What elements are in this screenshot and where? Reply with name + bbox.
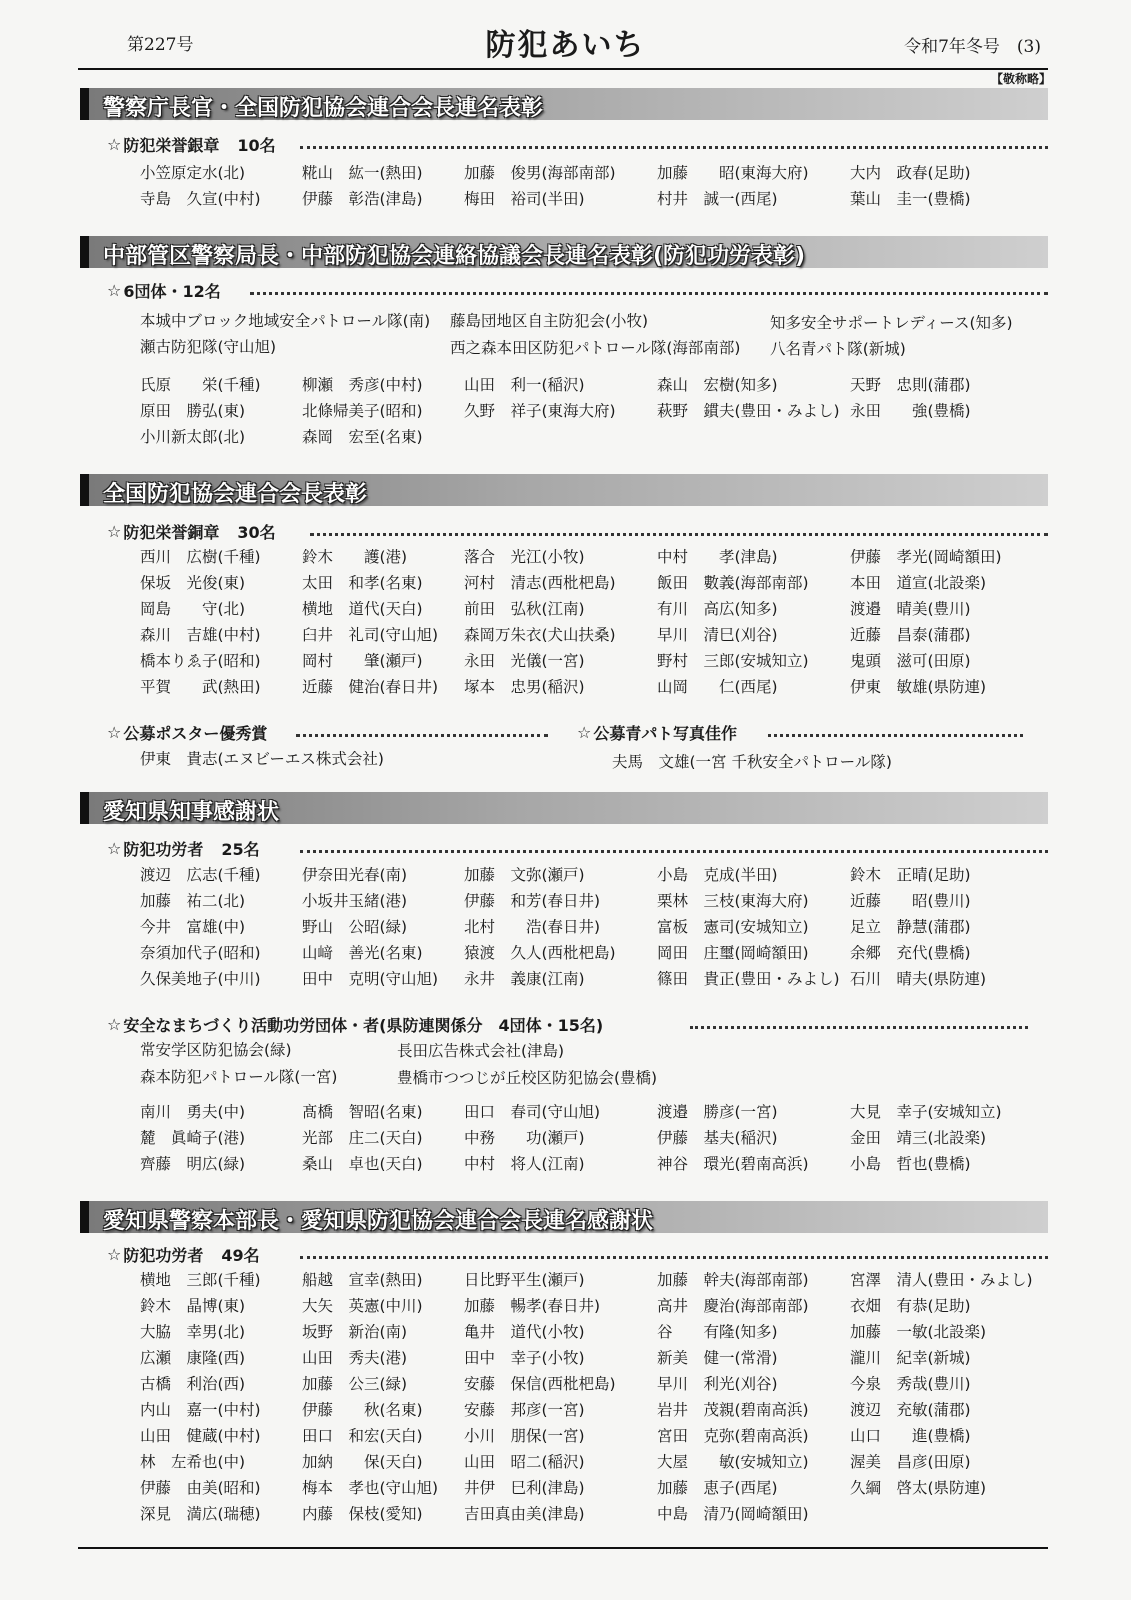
honoree-name: 西川 広樹(千種) xyxy=(140,548,261,566)
honoree-name: 永田 光儀(一宮) xyxy=(464,652,585,670)
honoree-name: 伊藤 由美(昭和) xyxy=(140,1479,261,1497)
honoree-name xyxy=(850,426,1046,448)
star-icon: ☆ xyxy=(577,722,592,742)
subsection-count: 30名 xyxy=(237,522,276,542)
honoree-name: 渡辺 広志(千種) xyxy=(140,866,261,884)
honoree-name: 深見 満広(瑞穂) xyxy=(140,1505,261,1523)
honoree-name: 宮田 克弥(碧南高浜) xyxy=(657,1427,809,1445)
honoree-name: 光部 庄二(天白) xyxy=(302,1129,423,1147)
honoree-name: 麓 眞崎子(港) xyxy=(140,1129,246,1147)
honoree-name: 鈴木 護(港) xyxy=(302,548,408,566)
honoree-name: 岩井 茂親(碧南高浜) xyxy=(657,1401,809,1419)
honoree-name: 小笠原定水(北) xyxy=(140,164,246,182)
dotted-leader xyxy=(768,734,1023,737)
subsection-name: 安全なまちづくり活動功労団体・者(県防連関係分 4団体・15名) xyxy=(123,1015,604,1035)
honoree-name: 萩野 鏆夫(豊田・みよし) xyxy=(657,402,840,420)
name-list xyxy=(140,864,1046,990)
honoree-name: 伊藤 彰浩(津島) xyxy=(302,190,423,208)
bottom-rule xyxy=(78,1547,1048,1549)
honoree-name: 山口 進(豊橋) xyxy=(850,1427,971,1445)
honoree-name: 落合 光江(小牧) xyxy=(464,548,585,566)
honoree-name: 林 左希也(中) xyxy=(140,1453,246,1471)
honoree-name: 加藤 一敏(北設楽) xyxy=(850,1323,987,1341)
honoree-name: 永田 強(豊橋) xyxy=(850,402,971,420)
honoree-name: 新美 健一(常滑) xyxy=(657,1349,778,1367)
issue-date: 令和7年冬号 (3) xyxy=(904,37,1041,57)
honoree-name: 早川 清巳(刈谷) xyxy=(657,626,778,644)
honoree-name: 橋本りゑ子(昭和) xyxy=(140,652,261,670)
honoree-name: 安藤 邦彦(一宮) xyxy=(464,1401,585,1419)
honoree-name: 有川 高広(知多) xyxy=(657,600,778,618)
dotted-leader xyxy=(250,292,1048,295)
honoree-name: 宮澤 清人(豊田・みよし) xyxy=(850,1271,1033,1289)
honoree-name: 山田 昭二(稲沢) xyxy=(464,1453,585,1471)
honoree-name: 久保美地子(中川) xyxy=(140,970,261,988)
honoree-name: 井伊 巳利(津島) xyxy=(464,1479,585,1497)
honoree-name: 田中 克明(守山旭) xyxy=(302,970,439,988)
honoree-name: 野山 公昭(緑) xyxy=(302,918,408,936)
honoree-name: 奈須加代子(昭和) xyxy=(140,944,261,962)
honoree-name: 加藤 幹夫(海部南部) xyxy=(657,1271,809,1289)
honoree-name: 田口 春司(守山旭) xyxy=(464,1103,601,1121)
honoree-name: 山田 秀夫(港) xyxy=(302,1349,408,1367)
honoree-name: 渡邉 晴美(豊川) xyxy=(850,600,971,618)
honoree-name: 氏原 栄(千種) xyxy=(140,376,261,394)
honoree-name: 岡田 庄璽(岡崎額田) xyxy=(657,944,809,962)
honoree-name: 早川 利光(刈谷) xyxy=(657,1375,778,1393)
honoree-name: 森岡 宏至(名東) xyxy=(302,428,423,446)
subsection-heading xyxy=(107,1242,260,1266)
subsection-name: 6団体・12名 xyxy=(123,281,221,301)
honoree-name: 金田 靖三(北設楽) xyxy=(850,1129,987,1147)
org-name: 本城中ブロック地域安全パトロール隊(南) xyxy=(140,312,431,330)
dotted-leader xyxy=(300,1256,1048,1259)
subsection-heading xyxy=(107,519,276,543)
honoree-name: 田中 幸子(小牧) xyxy=(464,1349,585,1367)
honoree-name: 篠田 貴正(豊田・みよし) xyxy=(657,970,840,988)
honoree-name: 吉田真由美(津島) xyxy=(464,1505,585,1523)
honoree-name: 太田 和孝(名東) xyxy=(302,574,423,592)
honoree-name: 中村 孝(津島) xyxy=(657,548,778,566)
subsection-heading xyxy=(107,132,276,156)
honoree-name: 近藤 健治(春日井) xyxy=(302,678,439,696)
honoree-name: 山岡 仁(西尾) xyxy=(657,678,778,696)
honoree-name: 中務 功(瀬戸) xyxy=(464,1129,585,1147)
honoree-name: 近藤 昭(豊川) xyxy=(850,892,971,910)
org-name: 藤島団地区自主防犯会(小牧) xyxy=(450,312,649,330)
honoree-name: 森川 吉雄(中村) xyxy=(140,626,261,644)
honoree-name: 余郷 充代(豊橋) xyxy=(850,944,971,962)
honoree-name: 永井 義康(江南) xyxy=(464,970,585,988)
subsection-name: 防犯功労者 xyxy=(123,839,204,859)
dotted-leader xyxy=(310,533,1048,536)
star-icon: ☆ xyxy=(107,521,122,541)
masthead xyxy=(0,18,1131,68)
subsection-count: 25名 xyxy=(221,839,260,859)
name-list xyxy=(140,1101,1046,1175)
honoree-name: 原田 勝弘(東) xyxy=(140,402,246,420)
honoree-name: 日比野平生(瀬戸) xyxy=(464,1271,585,1289)
honoree-name: 山﨑 善光(名東) xyxy=(302,944,423,962)
honoree-name: 渡邉 勝彦(一宮) xyxy=(657,1103,778,1121)
subsection-name: 防犯栄誉銀章 xyxy=(123,135,220,155)
honoree-name: 柳瀬 秀彦(中村) xyxy=(302,376,423,394)
section-header xyxy=(80,88,1048,120)
honoree-name: 岡村 肇(瀬戸) xyxy=(302,652,423,670)
honoree-name: 村井 誠一(西尾) xyxy=(657,190,778,208)
honoree-name: 広瀬 康隆(西) xyxy=(140,1349,246,1367)
subsection-heading xyxy=(107,720,267,744)
honoree-name: 大矢 英憲(中川) xyxy=(302,1297,423,1315)
honoree-name: 大脇 幸男(北) xyxy=(140,1323,246,1341)
award-winner: 夫馬 文雄(一宮 千秋安全パトロール隊) xyxy=(612,753,892,771)
org-name: 八名青パト隊(新城) xyxy=(770,340,906,358)
honoree-name: 梅本 孝也(守山旭) xyxy=(302,1479,439,1497)
honoree-name: 富板 憲司(安城知立) xyxy=(657,918,809,936)
honoree-name: 葉山 圭一(豊橋) xyxy=(850,190,971,208)
section-header xyxy=(80,1201,1048,1233)
honoree-name: 加藤 公三(緑) xyxy=(302,1375,408,1393)
subsection-name: 防犯功労者 xyxy=(123,1245,204,1265)
dotted-leader xyxy=(300,850,1048,853)
section-header xyxy=(80,474,1048,506)
org-name: 瀬古防犯隊(守山旭) xyxy=(140,338,277,356)
honoree-name: 古橋 利治(西) xyxy=(140,1375,246,1393)
honoree-name xyxy=(850,1503,1046,1525)
section-title: 愛知県知事感謝状 xyxy=(103,800,280,825)
name-list xyxy=(140,546,1046,698)
subsection-name: 公募青パト写真佳作 xyxy=(593,723,738,743)
honoree-name: 小島 克成(半田) xyxy=(657,866,778,884)
name-list xyxy=(140,374,1046,448)
subsection-heading xyxy=(577,720,737,744)
subsection-name: 公募ポスター優秀賞 xyxy=(123,723,268,743)
honoree-name: 伊奈田光春(南) xyxy=(302,866,408,884)
honoree-name: 糀山 紘一(熱田) xyxy=(302,164,423,182)
honoree-name: 寺島 久宣(中村) xyxy=(140,190,261,208)
honoree-name: 保坂 光俊(東) xyxy=(140,574,246,592)
honoree-name: 横地 三郎(千種) xyxy=(140,1271,261,1289)
award-winner: 伊東 貴志(エヌビーエス株式会社) xyxy=(140,750,384,768)
star-icon: ☆ xyxy=(107,134,122,154)
honoree-name: 田口 和宏(天白) xyxy=(302,1427,423,1445)
honoree-name: 大見 幸子(安城知立) xyxy=(850,1103,1002,1121)
honoree-name: 今泉 秀哉(豊川) xyxy=(850,1375,971,1393)
honoree-name: 加藤 昭(東海大府) xyxy=(657,164,809,182)
org-name: 長田広告株式会社(津島) xyxy=(397,1042,565,1060)
honoree-name: 加藤 暢孝(春日井) xyxy=(464,1297,601,1315)
star-icon: ☆ xyxy=(107,1244,122,1264)
honoree-name: 伊藤 和芳(春日井) xyxy=(464,892,601,910)
honoree-name: 梅田 裕司(半田) xyxy=(464,190,585,208)
newspaper-title: 防犯あいち xyxy=(485,28,646,63)
honoree-name: 谷 有隆(知多) xyxy=(657,1323,778,1341)
honoree-name: 小川 朋保(一宮) xyxy=(464,1427,585,1445)
section-title: 全国防犯協会連合会長表彰 xyxy=(103,482,368,507)
subsection-count: 10名 xyxy=(237,135,276,155)
honoree-name xyxy=(464,426,657,448)
star-icon: ☆ xyxy=(107,838,122,858)
section-title: 愛知県警察本部長・愛知県防犯協会連合会長連名感謝状 xyxy=(103,1209,654,1234)
honoree-name: 渡辺 充敏(蒲郡) xyxy=(850,1401,971,1419)
honoree-name: 今井 富雄(中) xyxy=(140,918,246,936)
honoree-name: 猿渡 久人(西枇杷島) xyxy=(464,944,616,962)
honoree-name: 大屋 敏(安城知立) xyxy=(657,1453,809,1471)
honoree-name: 内山 嘉一(中村) xyxy=(140,1401,261,1419)
top-rule xyxy=(78,68,1048,70)
honoree-name: 齊藤 明広(緑) xyxy=(140,1155,246,1173)
honoree-name: 石川 晴夫(県防連) xyxy=(850,970,987,988)
honoree-name: 森山 宏樹(知多) xyxy=(657,376,778,394)
honoree-name: 加藤 俊男(海部南部) xyxy=(464,164,616,182)
honoree-name: 瀧川 紀幸(新城) xyxy=(850,1349,971,1367)
honoree-name: 足立 静慧(蒲郡) xyxy=(850,918,971,936)
honoree-name: 桑山 卓也(天白) xyxy=(302,1155,423,1173)
honoree-name: 船越 宣幸(熱田) xyxy=(302,1271,423,1289)
org-name: 常安学区防犯協会(緑) xyxy=(140,1041,292,1059)
org-name: 森本防犯パトロール隊(一宮) xyxy=(140,1068,338,1086)
honoree-name: 加藤 恵子(西尾) xyxy=(657,1479,778,1497)
honoree-name: 山田 利一(稲沢) xyxy=(464,376,585,394)
org-name: 豊橋市つつじが丘校区防犯協会(豊橋) xyxy=(397,1069,658,1087)
honoree-name: 鬼頭 滋可(田原) xyxy=(850,652,971,670)
honoree-name: 鈴木 正晴(足助) xyxy=(850,866,971,884)
subsection-count: 49名 xyxy=(221,1245,260,1265)
honoree-name: 北村 浩(春日井) xyxy=(464,918,601,936)
honoree-name: 中島 清乃(岡崎額田) xyxy=(657,1505,809,1523)
dotted-leader xyxy=(300,146,1048,149)
honoree-name: 野村 三郎(安城知立) xyxy=(657,652,809,670)
star-icon: ☆ xyxy=(107,722,122,742)
honoree-name: 大内 政春(足助) xyxy=(850,164,971,182)
honoree-name: 天野 忠則(蒲郡) xyxy=(850,376,971,394)
honoree-name: 栗林 三枝(東海大府) xyxy=(657,892,809,910)
star-icon: ☆ xyxy=(107,1014,122,1034)
subsection-heading xyxy=(107,1012,603,1036)
honoree-name: 久綱 啓太(県防連) xyxy=(850,1479,987,1497)
honoree-name: 加納 保(天白) xyxy=(302,1453,423,1471)
honoree-name: 伊藤 基夫(稲沢) xyxy=(657,1129,778,1147)
honoree-name: 塚本 忠男(稲沢) xyxy=(464,678,585,696)
honoree-name: 渥美 昌彦(田原) xyxy=(850,1453,971,1471)
name-list xyxy=(140,1269,1046,1525)
honoree-name: 内藤 保枝(愛知) xyxy=(302,1505,423,1523)
honoree-name: 亀井 道代(小牧) xyxy=(464,1323,585,1341)
honoree-name: 神谷 環光(碧南高浜) xyxy=(657,1155,809,1173)
honoree-name: 飯田 數義(海部南部) xyxy=(657,574,809,592)
honoree-name xyxy=(657,426,850,448)
section-header xyxy=(80,236,1048,268)
honoree-name: 伊藤 孝光(岡崎額田) xyxy=(850,548,1002,566)
honoree-name: 髙橋 智昭(名東) xyxy=(302,1103,423,1121)
section-title: 警察庁長官・全国防犯協会連合会長連名表彰 xyxy=(103,96,544,121)
honoree-name: 伊東 敏雄(県防連) xyxy=(850,678,987,696)
name-list xyxy=(140,162,1046,210)
honoree-name: 小坂井玉緒(港) xyxy=(302,892,408,910)
section-title: 中部管区警察局長・中部防犯協会連絡協議会長連名表彰(防犯功労表彰) xyxy=(103,244,806,269)
honoree-name: 森岡万朱衣(犬山扶桑) xyxy=(464,626,616,644)
honoree-name: 加藤 祐二(北) xyxy=(140,892,246,910)
subsection-name: 防犯栄誉銅章 xyxy=(123,522,220,542)
honoree-name: 安藤 保信(西枇杷島) xyxy=(464,1375,616,1393)
honoree-name: 久野 祥子(東海大府) xyxy=(464,402,616,420)
section-header xyxy=(80,792,1048,824)
dotted-leader xyxy=(296,734,548,737)
honoree-name: 小川新太郎(北) xyxy=(140,428,246,446)
honoree-name: 小島 哲也(豊橋) xyxy=(850,1155,971,1173)
honoree-name: 伊藤 秋(名東) xyxy=(302,1401,423,1419)
subsection-heading xyxy=(107,836,260,860)
honoree-name: 近藤 昌泰(蒲郡) xyxy=(850,626,971,644)
honoree-name: 中村 将人(江南) xyxy=(464,1155,585,1173)
honoree-name: 衣畑 有恭(足助) xyxy=(850,1297,971,1315)
honoree-name: 河村 清志(西枇杷島) xyxy=(464,574,616,592)
dotted-leader xyxy=(690,1026,1028,1029)
honoree-name: 高井 慶治(海部南部) xyxy=(657,1297,809,1315)
honoree-name: 北條帰美子(昭和) xyxy=(302,402,423,420)
honoree-name: 本田 道宣(北設楽) xyxy=(850,574,987,592)
issue-number: 第227号 xyxy=(127,35,194,55)
honoree-name: 横地 道代(天白) xyxy=(302,600,423,618)
star-icon: ☆ xyxy=(107,280,122,300)
honoree-name: 加藤 文弥(瀬戸) xyxy=(464,866,585,884)
subsection-heading xyxy=(107,278,221,302)
org-name: 西之森本田区防犯パトロール隊(海部南部) xyxy=(450,339,741,357)
honoree-name: 坂野 新治(南) xyxy=(302,1323,408,1341)
honoree-name: 山田 健蔵(中村) xyxy=(140,1427,261,1445)
honoree-name: 鈴木 晶博(東) xyxy=(140,1297,246,1315)
honorifics-note: 【敬称略】 xyxy=(990,72,1051,86)
org-name: 知多安全サポートレディース(知多) xyxy=(770,314,1013,332)
honoree-name: 岡島 守(北) xyxy=(140,600,246,618)
honoree-name: 前田 弘秋(江南) xyxy=(464,600,585,618)
honoree-name: 平賀 武(熱田) xyxy=(140,678,261,696)
honoree-name: 南川 勇夫(中) xyxy=(140,1103,246,1121)
honoree-name: 臼井 礼司(守山旭) xyxy=(302,626,439,644)
